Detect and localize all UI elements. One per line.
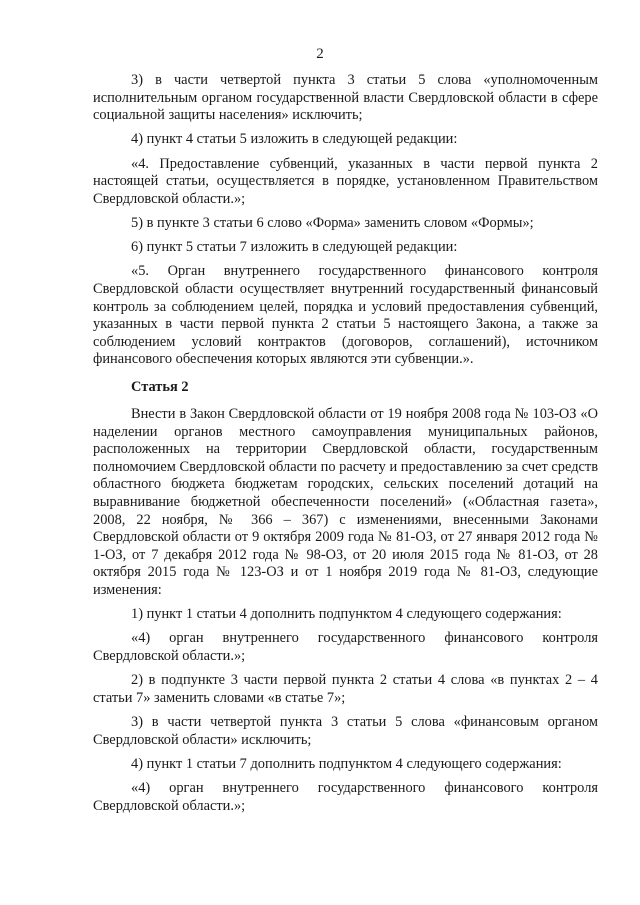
article-2-intro: Внести в Закон Свердловской области от 19 ноября 2008 года № 103-ОЗ «О наделении органов местного самоуправления муниципальных районов, расположенных на территории Свердловской области, государственным полномочием Свердловской области по расчету и предоставлению за счет средств областного бюджета бюджетам городских, сельских поселений дотаций на выравнивание бюджетной обеспеченности поселений» («Областная газета», 2008, 22 ноября, № 366 – 367) с изменениями, внесенными Законами Свердловской области от 9 октября 2009 года № 81-ОЗ, от 27 января 2012 года № 1-ОЗ, от 7 декабря 2012 года № 98-ОЗ, от 20 июля 2015 года № 81-ОЗ, от 28 октября 2015 года № 123-ОЗ и от 1 ноября 2019 года № 81-ОЗ, следующие изменения: [93, 406, 598, 598]
paragraph-6: «5. Орган внутреннего государственного финансового контроля Свердловской области осуществляет внутренний государственный финансовый контроль за соблюдением целей, порядка и условий предоставления субвенций, указанных в части первой пункта 2 статьи 5 настоящего Закона, а также за соблюдением условий контрактов (договоров, соглашений), источником финансового обеспечения которых являются эти субвенции.». [93, 263, 598, 368]
article-2-item-5: 4) пункт 1 статьи 7 дополнить подпунктом 4 следующего содержания: [131, 755, 562, 772]
article-2-item-1: 1) пункт 1 статьи 4 дополнить подпунктом 4 следующего содержания: [131, 606, 562, 623]
document-body [93, 72, 598, 822]
paragraph-5: 6) пункт 5 статьи 7 изложить в следующей редакции: [131, 239, 458, 256]
paragraph-3: «4. Предоставление субвенций, указанных в части первой пункта 2 настоящей статьи, осуществляется в порядке, установленном Правительством Свердловской области.»; [93, 155, 598, 207]
paragraph-2: 4) пункт 4 статьи 5 изложить в следующей редакции: [131, 131, 458, 148]
paragraph-4: 5) в пункте 3 статьи 6 слово «Форма» заменить словом «Формы»; [131, 214, 534, 231]
article-2-item-4: 3) в части четвертой пункта 3 статьи 5 слова «финансовым органом Свердловской области» исключить; [93, 713, 598, 748]
article-2-item-3: 2) в подпункте 3 части первой пункта 2 статьи 4 слова «в пунктах 2 – 4 статьи 7» заменить словами «в статье 7»; [93, 672, 598, 706]
article-2-heading: Статья 2 [131, 379, 189, 396]
paragraph-1: 3) в части четвертой пункта 3 статьи 5 слова «уполномоченным исполнительным органом государственной власти Свердловской области в сфере социальной защиты населения» исключить; [93, 72, 598, 124]
page-number: 2 [316, 46, 324, 62]
article-2-item-6: «4) орган внутреннего государственного финансового контроля Свердловской области.»; [93, 779, 598, 814]
article-2-item-2: «4) орган внутреннего государственного финансового контроля Свердловской области.»; [93, 630, 598, 664]
